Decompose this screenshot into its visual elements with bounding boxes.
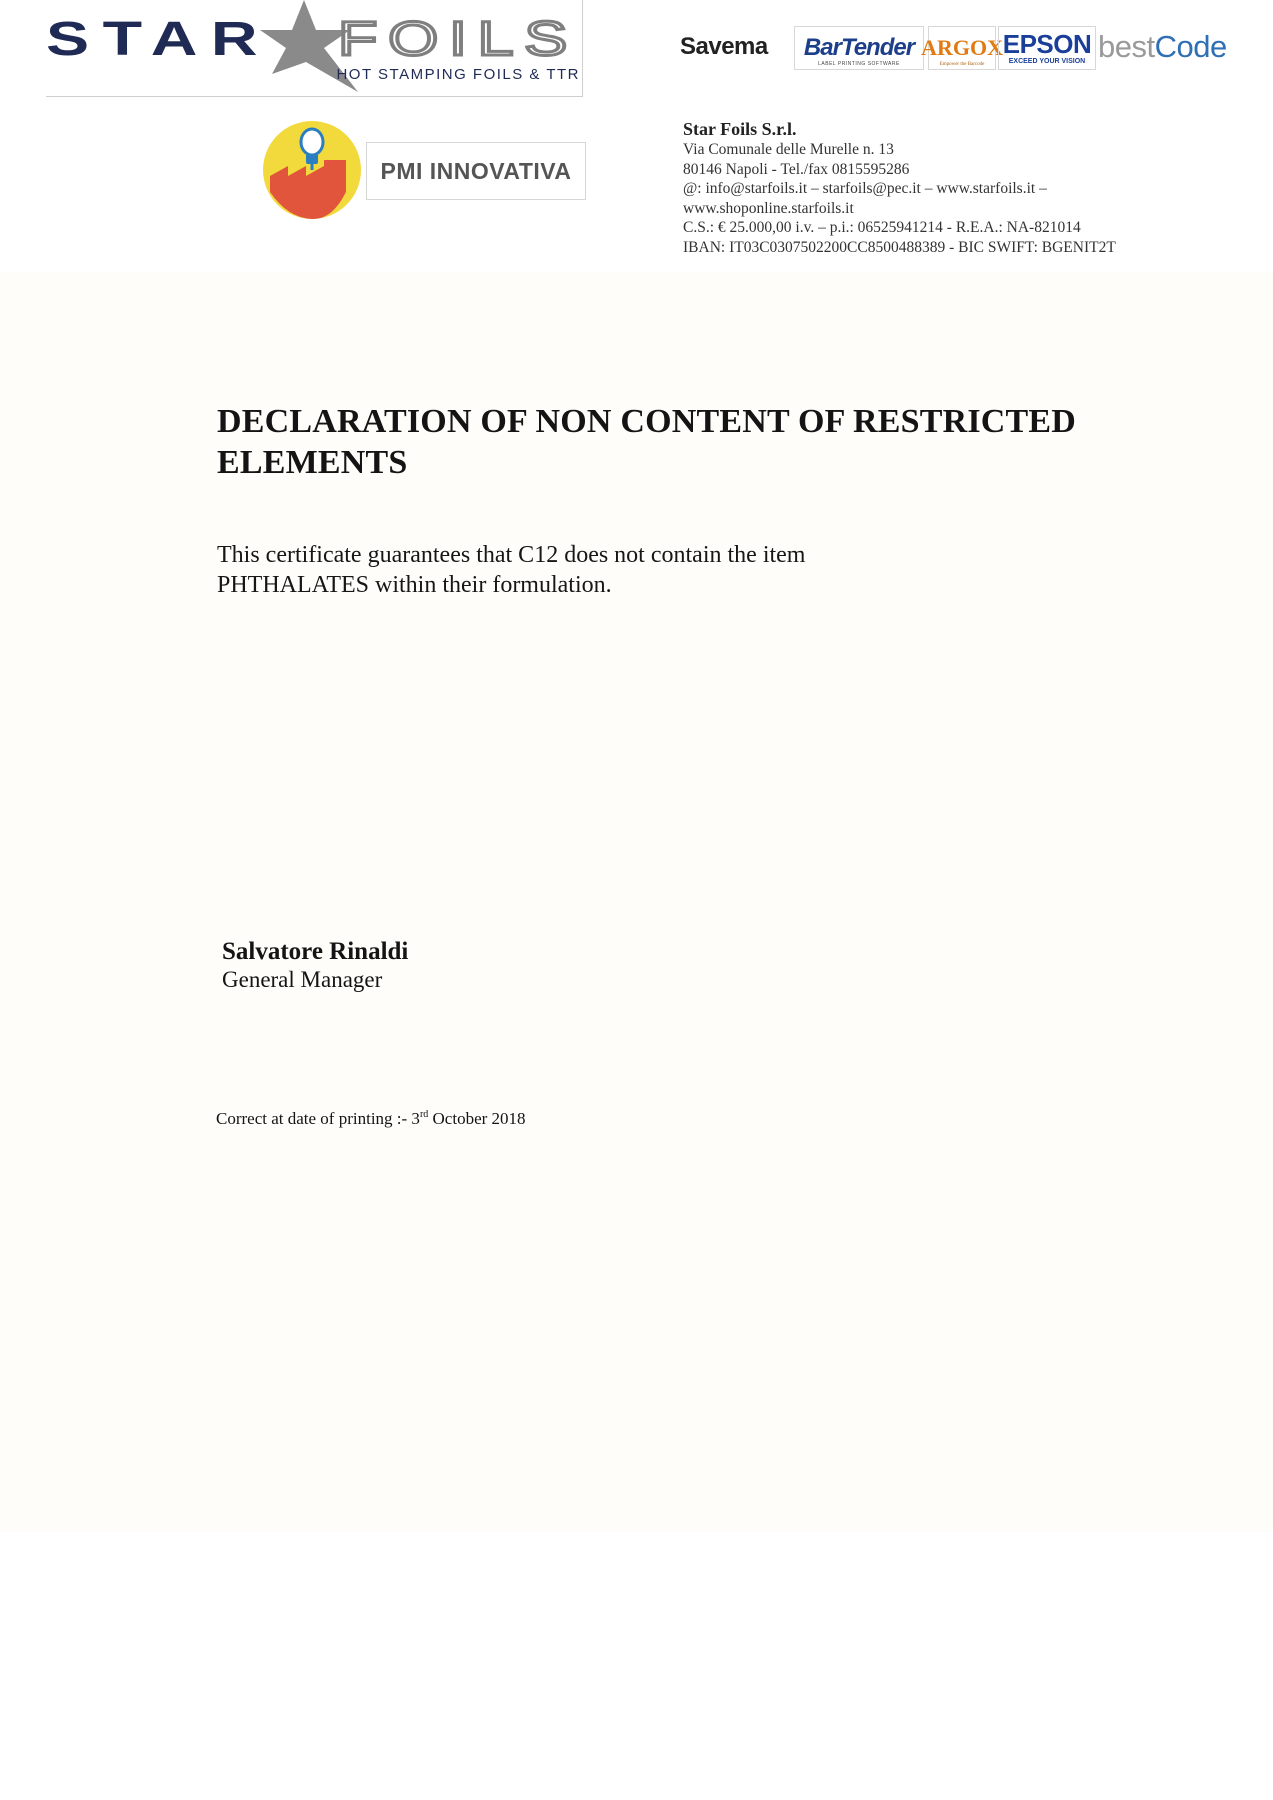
print-date: [216, 1104, 526, 1130]
document-body-line-2: PHTHALATES within their formulation.: [217, 572, 612, 598]
pmi-innovativa-label: PMI INNOVATIVA: [380, 157, 572, 184]
savema-logo-text: Savema: [680, 33, 768, 60]
company-bank: IBAN: IT03C0307502200CC8500488389 - BIC SWIFT: BGENIT2T: [683, 238, 1116, 256]
argox-logo-text: ARGOX: [921, 35, 1003, 60]
company-name: Star Foils S.r.l.: [683, 119, 797, 139]
company-info: [683, 118, 1243, 257]
company-contacts: @: info@starfoils.it – starfoils@pec.it – www.starfoils.it –: [683, 180, 1047, 197]
savema-logo: [680, 26, 790, 68]
print-date-ordinal: rd: [419, 1109, 429, 1120]
logo-word-foils: FOILS: [338, 13, 578, 66]
signatory-role: General Manager: [222, 967, 383, 992]
company-city-phone: 80146 Napoli - Tel./fax 0815595286: [683, 160, 910, 178]
star-foils-logo: [46, 0, 583, 97]
bestcode-logo-text-a: best: [1098, 29, 1155, 64]
bestcode-logo-text-b: Code: [1154, 29, 1227, 64]
bartender-logo-text: BarTender: [803, 34, 915, 61]
epson-logo: [998, 26, 1096, 70]
bestcode-logo: [1098, 26, 1238, 68]
bartender-logo: [794, 26, 924, 70]
company-address: Via Comunale delle Murelle n. 13: [683, 141, 894, 158]
argox-logo: [921, 26, 1003, 70]
signatory-name: Salvatore Rinaldi: [222, 938, 409, 965]
print-date-prefix: Correct at date of printing :- 3: [216, 1109, 420, 1128]
epson-logo-subtitle: EXCEED YOUR VISION: [1008, 58, 1086, 65]
company-shop: www.shoponline.starfoils.it: [683, 199, 854, 217]
document-body-line-1: This certificate guarantees that C12 does not contain the item: [217, 542, 806, 568]
pmi-lightbulb-factory-icon: [262, 120, 362, 220]
print-date-rest: October 2018: [428, 1109, 526, 1128]
logo-tagline: HOT STAMPING FOILS & TTR: [336, 66, 580, 83]
argox-logo-subtitle: Empower the Barcode: [939, 62, 985, 67]
document-title: DECLARATION OF NON CONTENT OF RESTRICTED ELEMENTS: [217, 403, 1077, 481]
document-body: [217, 540, 937, 600]
epson-logo-text: EPSON: [1002, 29, 1092, 59]
company-fiscal: C.S.: € 25.000,00 i.v. – p.i.: 06525941214 - R.E.A.: NA-821014: [683, 219, 1081, 236]
bartender-logo-subtitle: LABEL PRINTING SOFTWARE: [818, 61, 900, 67]
logo-word-star: STAR: [46, 13, 271, 66]
pmi-innovativa-badge: [366, 142, 586, 200]
